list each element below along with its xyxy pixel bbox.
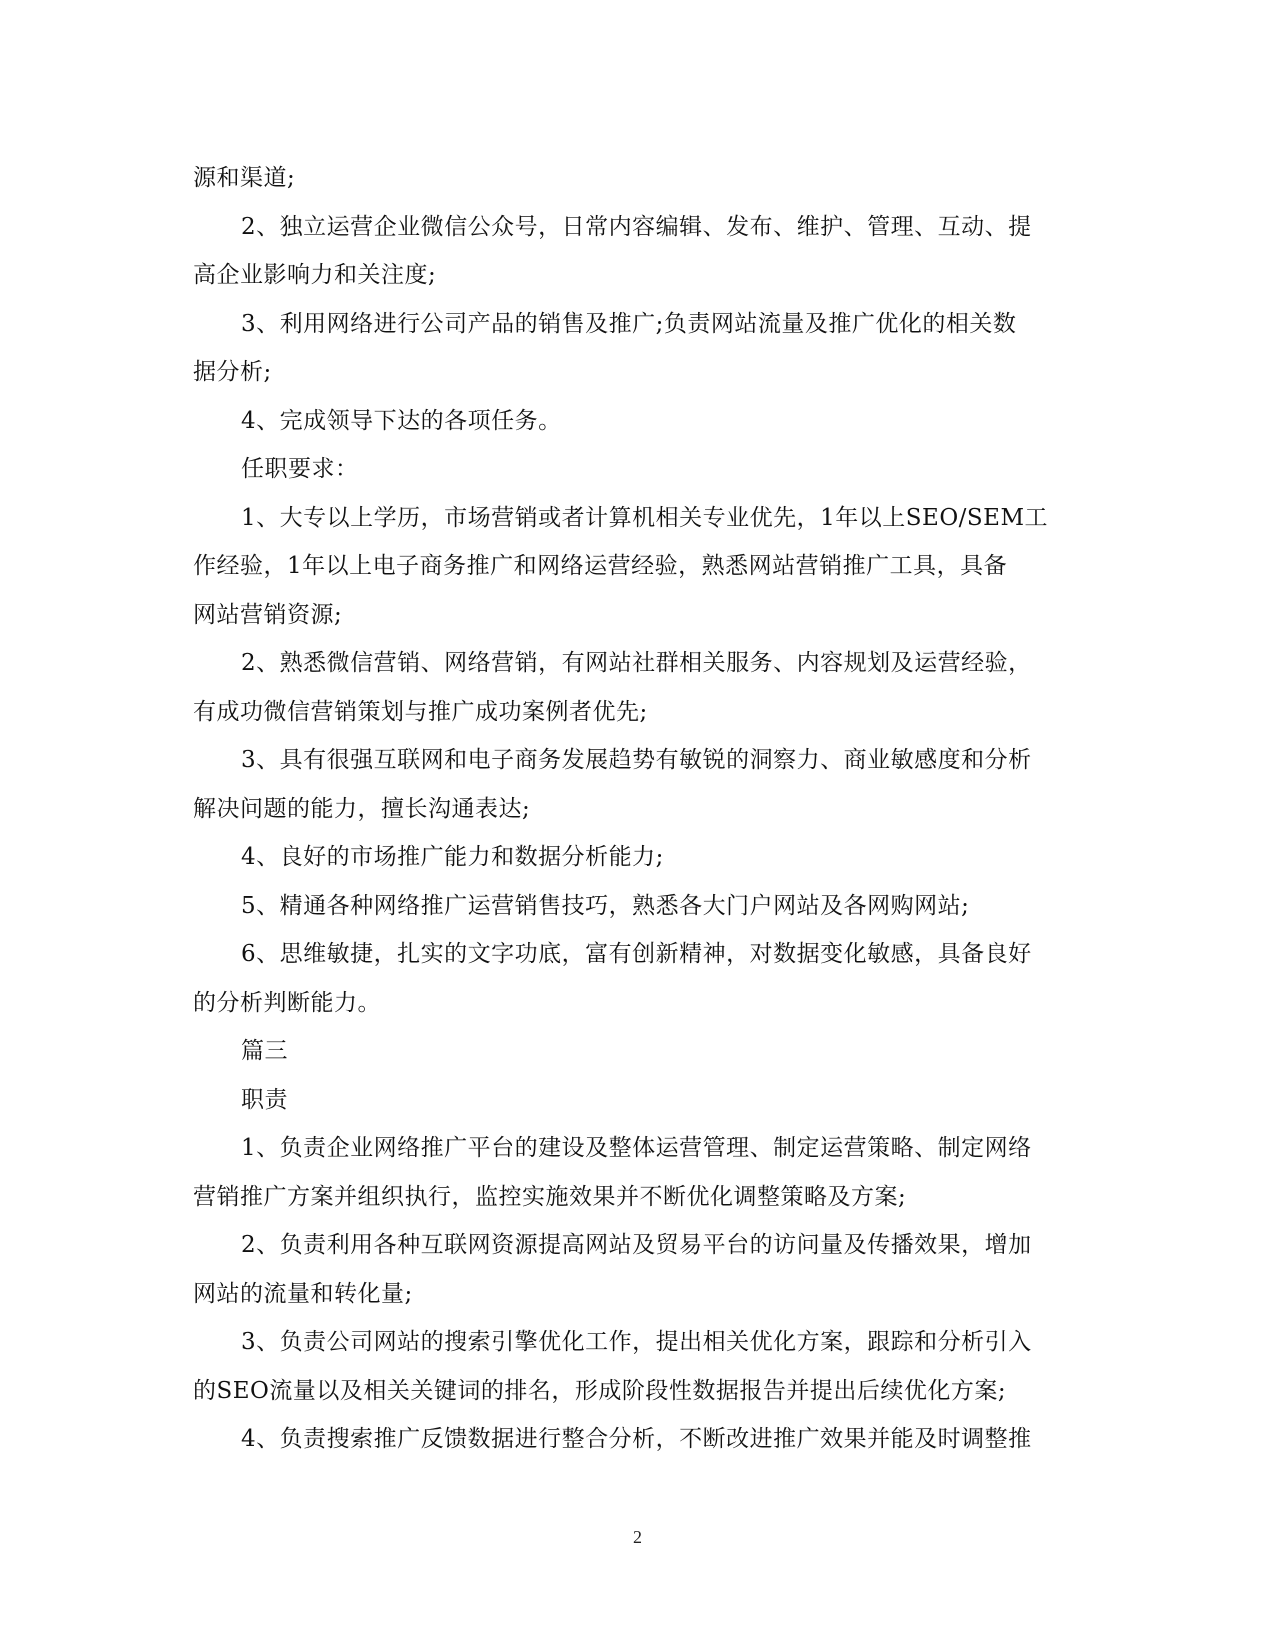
- text-line: 3、利用网络进行公司产品的销售及推广;负责网站流量及推广优化的相关数: [241, 310, 1017, 337]
- text-line: 3、负责公司网站的搜索引擎优化工作，提出相关优化方案，跟踪和分析引入: [241, 1329, 1032, 1355]
- document-body: [193, 154, 1080, 1464]
- section-heading: 篇三: [241, 1038, 288, 1064]
- text-line: 的SEO流量以及相关关键词的排名，形成阶段性数据报告并提出后续优化方案;: [193, 1377, 1007, 1404]
- section-heading: 任职要求：: [241, 456, 359, 482]
- text-line: 2、熟悉微信营销、网络营销，有网站社群相关服务、内容规划及运营经验，: [241, 650, 1032, 676]
- text-line: 高企业影响力和关注度;: [193, 262, 437, 288]
- text-line: 3、具有很强互联网和电子商务发展趋势有敏锐的洞察力、商业敏感度和分析: [241, 747, 1032, 773]
- text-line: 营销推广方案并组织执行，监控实施效果并不断优化调整策略及方案;: [193, 1183, 907, 1210]
- text-line: 4、负责搜索推广反馈数据进行整合分析，不断改进推广效果并能及时调整推: [241, 1426, 1032, 1452]
- text-line: 作经验，1年以上电子商务推广和网络运营经验，熟悉网站营销推广工具，具备: [193, 553, 1008, 579]
- section-heading: 职责: [241, 1086, 288, 1113]
- text-line: 4、完成领导下达的各项任务。: [241, 407, 562, 434]
- text-line: 网站营销资源;: [193, 601, 343, 628]
- text-line: 2、负责利用各种互联网资源提高网站及贸易平台的访问量及传播效果，增加: [241, 1232, 1032, 1258]
- text-line: 的分析判断能力。: [193, 989, 381, 1016]
- text-line: 1、大专以上学历，市场营销或者计算机相关专业优先，1年以上SEO/SEM工: [241, 504, 1049, 531]
- text-line: 据分析;: [193, 359, 272, 385]
- text-line: 网站的流量和转化量;: [193, 1280, 413, 1307]
- text-line: 2、独立运营企业微信公众号，日常内容编辑、发布、维护、管理、互动、提: [241, 213, 1032, 240]
- page-number: 2: [633, 1527, 642, 1547]
- text-line: 源和渠道;: [193, 165, 296, 191]
- text-line: 有成功微信营销策划与推广成功案例者优先;: [193, 698, 648, 725]
- text-line: 1、负责企业网络推广平台的建设及整体运营管理、制定运营策略、制定网络: [241, 1135, 1032, 1161]
- text-line: 解决问题的能力，擅长沟通表达;: [193, 795, 531, 822]
- text-line: 5、精通各种网络推广运营销售技巧，熟悉各大门户网站及各网购网站;: [241, 892, 970, 919]
- text-line: 4、良好的市场推广能力和数据分析能力;: [241, 844, 664, 870]
- text-line: 6、思维敏捷，扎实的文字功底，富有创新精神，对数据变化敏感，具备良好: [241, 941, 1032, 967]
